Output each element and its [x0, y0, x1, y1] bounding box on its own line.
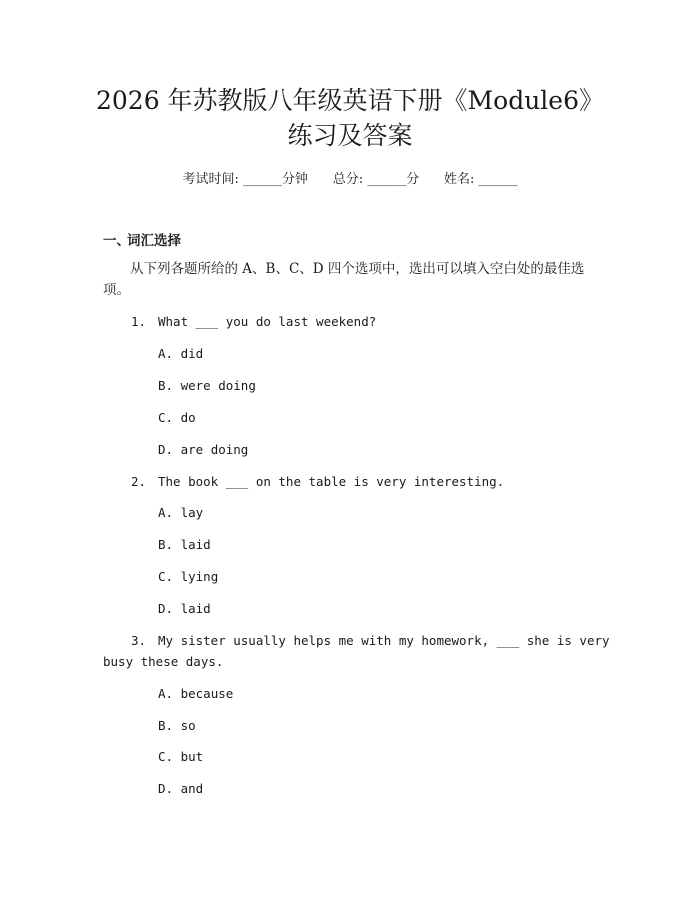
- option-text: so: [180, 718, 196, 733]
- option-letter: C.: [158, 569, 174, 584]
- question-3-option-a: [158, 686, 233, 701]
- option-letter: A.: [158, 346, 174, 361]
- document-title-line-1: 2026 年苏教版八年级英语下册《Module6》: [95, 86, 605, 115]
- option-text: are doing: [180, 442, 249, 457]
- question-1-option-c: [158, 410, 196, 425]
- option-text: were doing: [180, 378, 256, 393]
- question-2-stem: [131, 474, 504, 489]
- question-3-option-b: [158, 718, 196, 733]
- question-1-option-d: [158, 442, 248, 457]
- question-1-option-b: [158, 378, 256, 393]
- exam-info-line: 考试时间: ______分钟 总分: ______分 姓名: ______: [182, 172, 518, 187]
- option-letter: C.: [158, 410, 174, 425]
- question-2-option-a: [158, 505, 203, 520]
- question-1-option-a: [158, 346, 203, 361]
- option-text: laid: [180, 537, 211, 552]
- section-title: 词汇选择: [127, 233, 181, 249]
- question-3-text: My sister usually helps me with my homework, ___ she is very: [158, 633, 610, 648]
- question-2-text: The book ___ on the table is very interesting.: [158, 474, 505, 489]
- question-2-number: 2.: [131, 474, 147, 489]
- option-text: lay: [180, 505, 204, 520]
- question-3-option-c: [158, 749, 203, 764]
- option-letter: D.: [158, 781, 174, 796]
- option-letter: A.: [158, 505, 174, 520]
- option-text: lying: [180, 569, 219, 584]
- option-text: because: [180, 686, 234, 701]
- option-text: but: [180, 749, 204, 764]
- question-2-option-d: [158, 601, 211, 616]
- option-letter: A.: [158, 686, 174, 701]
- section-heading: [103, 229, 181, 249]
- question-3-stem: [131, 633, 610, 648]
- option-letter: D.: [158, 601, 174, 616]
- option-letter: C.: [158, 749, 174, 764]
- question-3-stem-continued: busy these days.: [103, 654, 224, 669]
- option-letter: B.: [158, 537, 174, 552]
- option-letter: D.: [158, 442, 174, 457]
- question-2-option-b: [158, 537, 211, 552]
- document-title-line-2: 练习及答案: [287, 121, 413, 150]
- question-2-option-c: [158, 569, 218, 584]
- option-text: do: [180, 410, 196, 425]
- question-1-stem: [131, 314, 376, 329]
- question-1-number: 1.: [131, 314, 147, 329]
- question-1-text: What ___ you do last weekend?: [158, 314, 377, 329]
- section-number: 一、: [103, 233, 130, 249]
- option-text: did: [180, 346, 204, 361]
- option-letter: B.: [158, 718, 174, 733]
- option-letter: B.: [158, 378, 174, 393]
- section-instructions: 从下列各题所给的 A、B、C、D 四个选项中，选出可以填入空白处的最佳选项。: [103, 261, 585, 298]
- option-text: laid: [180, 601, 211, 616]
- question-3-option-d: [158, 781, 203, 796]
- question-3-number: 3.: [131, 633, 147, 648]
- option-text: and: [180, 781, 204, 796]
